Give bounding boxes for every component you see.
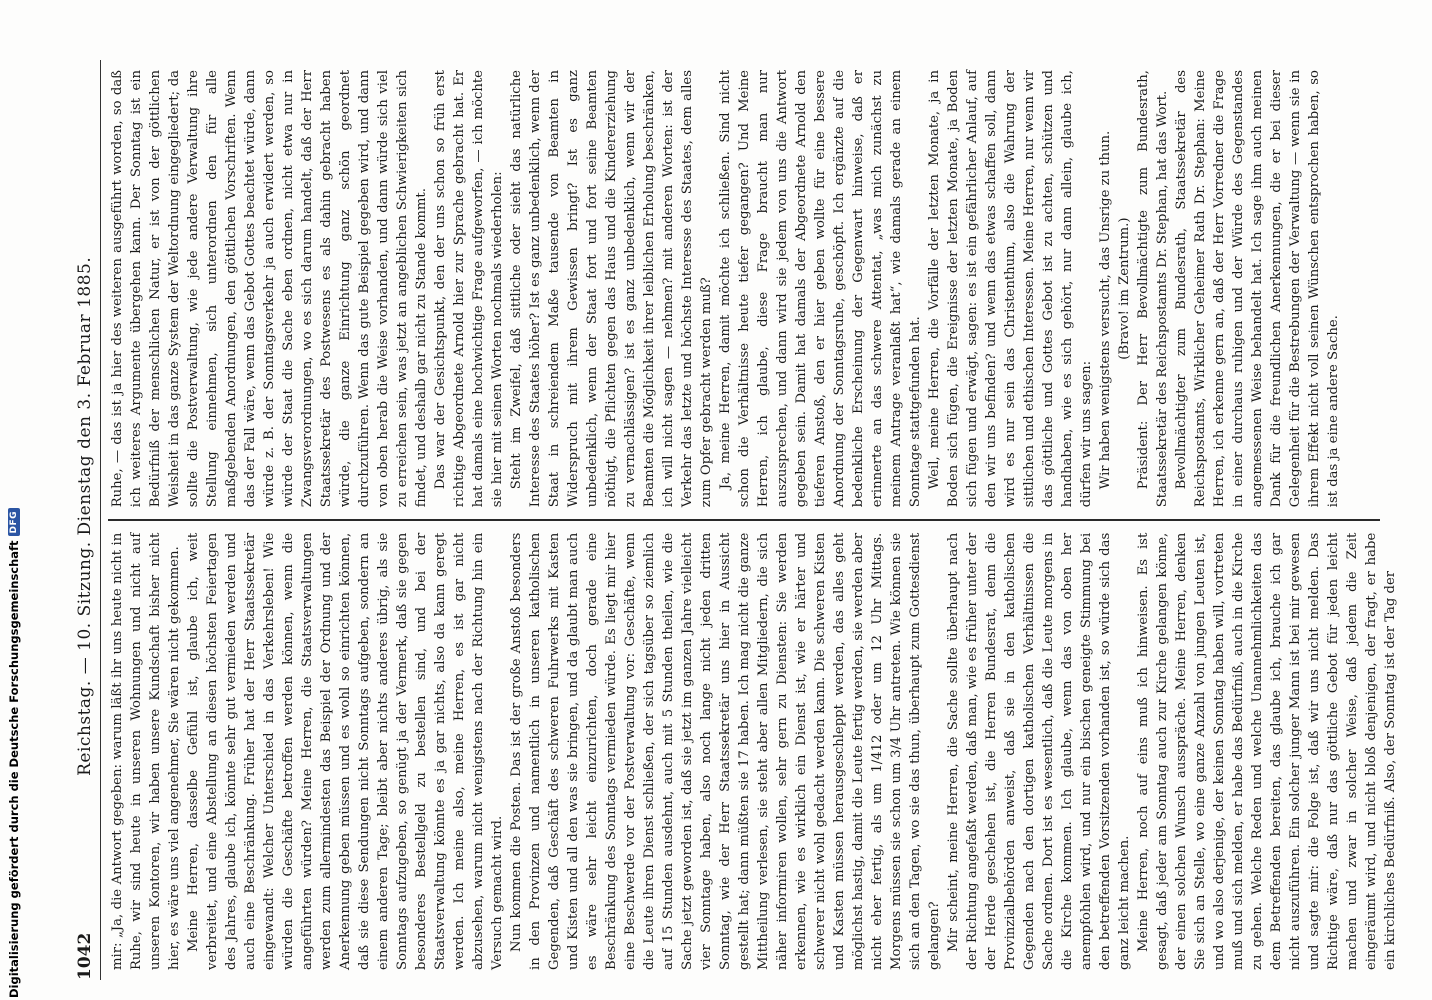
speaker-paragraph: Bevollmächtigter zum Bundesrath, Staatssekretär des Reichspostamts, Wirklicher Geheimer Rath Dr. Stephan: Meine Herren, ich erkenne gern an, daß der Herr Vorredner die Frage in einer durchaus ruhigen und der Würde des Gegenstandes angemessenen Weise behandelt hat. Ich sage ihm auch meinen Dank für die freundlichen Anerkennungen, die er bei dieser Gelegenheit für die Bestrebungen der Verwaltung — wenn sie in ihrem Effekt nicht voll seinen Wünschen entsprochen haben, so ist das ja eine andere Sache. <box>1174 70 1341 508</box>
paragraph: Wir haben wenigstens versucht, das Unsrige zu thun. <box>1098 130 1113 490</box>
footer-text: Digitalisierung gefördert durch die Deutsche Forschungsgemeinschaft <box>7 540 21 998</box>
column-divider <box>108 519 1380 521</box>
dfg-logo: DFG <box>8 508 20 537</box>
page-number: 1042 <box>75 932 95 980</box>
page-title: Reichstag. — 10. Sitzung. Dienstag den 3. Februar 1885. <box>75 256 95 776</box>
left-column <box>108 523 1398 980</box>
paragraph: Ruhe, — das ist ja hier des weiteren ausgeführt worden, so daß ich weiteres Argumente übergehen kann. Der Sonntag ist ein Bedürfniß der menschlichen Natur, er ist von der göttlichen Weisheit in das ganze System der Weltordnung eingegliedert; da sollte die Postverwaltung, wie jede andere Verwaltung ihre Stellung einnehmen, sich unterordnen den für alle maßgebenden Anordnungen, den göttlichen Vorschriften. Wenn das der Fall wäre, wenn das Gebot Gottes beachtet würde, dann würde z. B. der Sonntagsverkehr ja auch erwidert werden, so würde der Staat die Sache eben ordnen, nicht etwa nur in Zwangsverordnungen, wo es sich darum handelt, daß der Herr Staatssekretär des Postwesens es als dahin gebracht haben würde, die ganze Einrichtung ganz schön geordnet durchzuführen. Wenn das gute Beispiel gegeben wird, und dann von oben herab die Weise vorhanden, und dann würde sich viel zu erreichen sein, was jetzt an angeblichen Schwierigkeiten sich findet, und deshalb gar nicht zu Stande kommt. <box>110 70 429 508</box>
paragraph: Das war der Gesichtspunkt, den der uns schon so früh erst richtige Abgeordnete Arnold hier zur Sprache gebracht hat. Er hat damals eine hochwichtige Frage aufgeworfen, — ich möchte sie hier mit seinen Worten nochmals wiederholen: <box>433 70 505 508</box>
page-header <box>70 60 101 980</box>
president-paragraph: Präsident: Der Herr Bevollmächtigte zum Bundesrath, Staatssekretär des Reichspostamts Dr. Stephan, hat das Wort. <box>1136 70 1170 508</box>
digitization-footer <box>3 510 25 998</box>
applause-note: (Bravo! im Zentrum.) <box>1117 217 1132 360</box>
rotated-page-content <box>70 50 1398 990</box>
paragraph: Meine Herren, noch auf eins muß ich hinweisen. Es ist gesagt, daß jeder am Sonntag auch zur Kirche gelangen könne, der einen solchen Wunsch ausspräche. Meine Herren, denken Sie sich an Stelle, wo eine ganze Anzahl von jungen Leuten ist, und wo also derjenige, der keinen Sonntag haben will, vortreten muß und sich melden, er habe das Bedürfniß, auch in die Kirche zu gehen. Welche Reden und welche Unannehmlichkeiten das dem Betreffenden bereiten, das glaube ich, brauche ich gar nicht auszuführen. Ein solcher junger Mann ist bei mir gewesen und sagte mir: die Folge ist, daß wir uns nicht melden. Das Richtige wäre, daß nur das göttliche Gebot für jeden leicht machen und zwar in solcher Weise, daß jedem die Zeit eingeräumt wird, und nicht bloß denjenigen, der fragt, er habe ein kirchliches Bedürfniß. Also, der Sonntag ist der Tag der <box>1136 532 1398 970</box>
paragraph: Weil, meine Herren, die Vorfälle der letzten Monate, ja in Boden sich fügen, die Ereignisse der letzten Monate, ja Boden sich fügen und erwägt, sagen: es ist ein gefährlicher Anlauf, auf den wir uns befinden? und wenn das etwas schaffen soll, dann wird es nur sein das Christenthum, also die Wahrung der sittlichen und ethischen Interessen. Meine Herren, nur wenn wir das göttliche und Gottes Gebot ist zu achten, schützen und handhaben, wie es sich gehört, nur dann allein, glaube ich, dürfen wir uns sagen: <box>927 70 1094 508</box>
paragraph: Mir scheint, meine Herren, die Sache sollte überhaupt nach der Richtung angefaßt werden, daß man, wie es früher unter der der Herde geschehen ist, die Herren Bundesrat, denn die Provinzialbehörden anweist, daß sie in den katholischen Gegenden nach den dortigen katholischen Verhältnissen die Sache ordnen. Dort ist es wesentlich, daß die Leute morgens in die Kirche kommen. Ich glaube, wenn das von oben her anempfohlen wird, und nur ein bischen geneigte Stimmung bei den betreffenden Vorsitzenden vorhanden ist, so würde sich das ganz leicht machen. <box>946 532 1132 970</box>
text-columns <box>108 60 1398 980</box>
quote-paragraph: Steht im Zweifel, daß sittliche oder sieht das natürliche Interesse des Staates höher? Ist es ganz unbedenklich, wenn der Staat in schreiendem Maße tausende von Beamten in Widerspruch mit ihrem Gewissen bringt? Ist es ganz unbedenklich, wenn der Staat fort und fort seine Beamten nöthigt, die Pflichten gegen das Haus und die Kindererziehung zu vernachlässigen? ist es ganz unbedenklich, wenn wir der Beamten die Möglichkeit ihrer leiblichen Erholung beschränken, ich will nicht sagen — nehmen? mit anderen Worten: ist der Verkehr das letzte und höchste Interesse des Staates, dem alles zum Opfer gebracht werden muß? <box>509 70 714 508</box>
paragraph: Ja, meine Herren, damit möchte ich schließen. Sind nicht schon die Verhältnisse heute tiefer gegangen? Und Meine Herren, ich glaube, diese Frage braucht man nur auszusprechen, und dann wird sie jedem von uns die Antwort gegeben sein. Damit hat damals der Abgeordnete Arnold den tieferen Anstoß, den er hier geben wollte für eine bessere Anordnung der Sonntagsruhe, geschöpft. Ich ergänzte auf die bedenkliche Erscheinung der Gegenwart hinweise, daß er erinnerte an das schwere Attentat, „was mich zunächst zu meinem Antrage veranlaßt hat“, wie damals gerade an einem Sonntage stattgefunden hat. <box>718 70 923 508</box>
right-column <box>108 60 1380 517</box>
paragraph: Meine Herren, dasselbe Gefühl ist, glaube ich, weit verbreitet, und eine Abstellung an diesen höchsten Feiertagen des Jahres, glaube ich, könnte sehr gut vermieden werden und auch eine Beschränkung. Früher hat der Herr Staatssekretär eingewandt: Welcher Unterschied in das Verkehrsleben! Wie würden die Geschäfte betroffen werden können, wenn die angeführten würden? Meine Herren, die Staatsverwaltungen werden zum allermindesten das Beispiel der Ordnung und der Anerkennung geben müssen und es wohl so einrichten können, daß sie diese Sendungen nicht Sonntags aufgeben, sondern an einem anderen Tage; bleibt aber nichts anderes übrig, als sie Sonntags aufzugeben, so genügt ja der Vermerk, daß sie gegen besonderes Bestellgeld zu bestellen sind, und bei der Staatsverwaltung könnte es ja gar nichts, also da kann geregt werden. Ich meine also, meine Herren, es ist gar nicht abzusehen, warum nicht wenigstens nach der Richtung hin ein Versuch gemacht wird. <box>186 532 505 970</box>
paragraph: Nun kommen die Posten. Das ist der große Anstoß besonders in den Provinzen und namentlich in unseren katholischen Gegenden, daß Geschäft des schweren Fuhrwerks mit Kasten und Kisten und all den was sie bringen, und da glaubt man auch es wäre sehr leicht einzurichten, doch gerade eine Beschränkung des Sonntags vermieden würde. Es liegt mir hier eine Beschwerde vor der Postverwaltung vor: Geschäfte, wenn die Leute ihren Dienst schließen, der sich tagsüber so ziemlich auf 15 Stunden ausdehnt, auch mit 5 Stunden theilen, wie die Sache jetzt geworden ist, daß sie jetzt im ganzen Jahre vielleicht vier Sonntage haben, also noch lange nicht jeden dritten Sonntag, wie der Herr Staatssekretär uns hier in Aussicht gestellt hat; dann müßten sie 17 haben. Ich mag nicht die ganze Mittheilung verlesen, sie steht aber allen Mitgliedern, die sich näher informiren wollen, sehr gern zu Diensten: Sie werden erkennen, wie es wirklich ein Dienst ist, wie er härter und schwerer nicht wohl gedacht werden kann. Die schweren Kisten und Kasten müssen herausgeschleppt werden, das alles geht möglichst hastig, damit die Leute fertig werden, sie werden aber nicht eher fertig, als um 1/412 oder um 12 Uhr Mittags. Morgens müssen sie schon um 3/4 Uhr antreten. Wie können sie sich an den Tagen, wo sie das thun, überhaupt zum Gottesdienst gelangen? <box>509 532 942 970</box>
paragraph: mir: „Ja, die Antwort gegeben: warum läßt ihr uns heute nicht in Ruhe, wir sind heute in unseren Wohnungen und nicht auf unseren Kontoren, wir haben unsere Kundschaft bisher nicht hier, es wäre uns viel angenehmer, Sie wären nicht gekommen. <box>110 532 182 970</box>
